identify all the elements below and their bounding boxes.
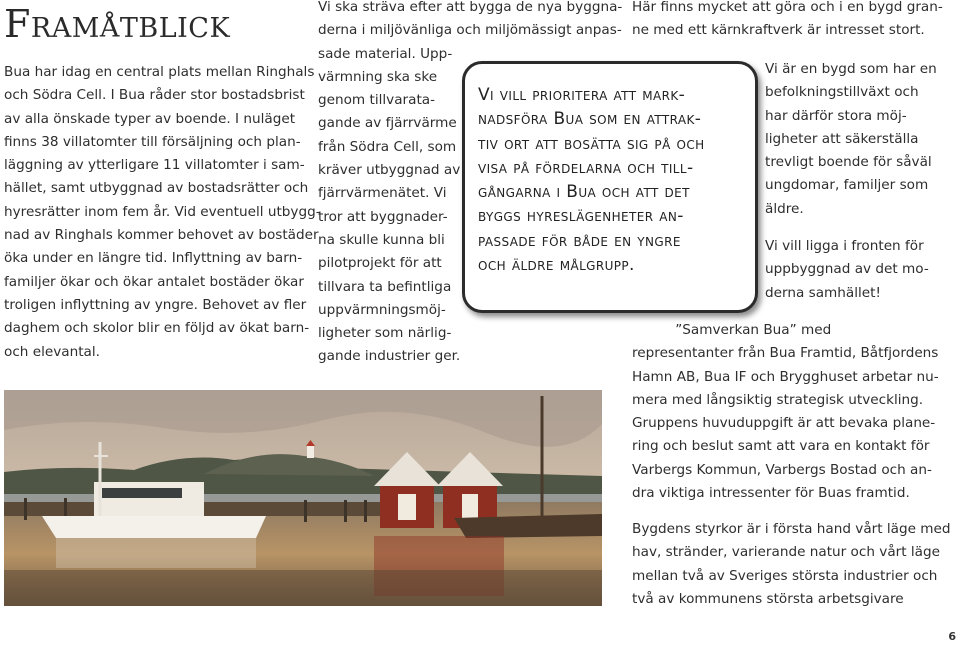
text-line: nad av Ringhals kommer behovet av bostäder: [4, 227, 319, 244]
page-title: Framåtblick: [4, 2, 231, 46]
text-line: Vi är en bygd som har en: [765, 61, 937, 77]
text-line: ligheter att säkerställa: [765, 130, 919, 147]
text-line: två av kommunens största arbetsgivare: [632, 590, 904, 607]
text-line: troligen inflyttning av yngre. Behovet av fler: [4, 296, 307, 313]
quote-line: och äldre målgrupp.: [478, 255, 635, 276]
text-column-housing: [4, 61, 321, 364]
text-line: dra viktiga intressenter för Buas framtid.: [632, 485, 910, 502]
text-column-intro: [632, 0, 943, 43]
quote-line: gångarna i Bua och att det: [478, 182, 690, 203]
page-number: 6: [948, 630, 956, 643]
quote-line: nadsföra Bua som en attrak-: [478, 109, 702, 130]
text-line: sade material. Upp-: [318, 45, 453, 62]
text-line: Vi ska sträva efter att bygga de nya byggna-: [318, 0, 623, 15]
text-line: familjer ökar och ökar antalet bostäder ökar: [4, 273, 304, 290]
text-line: ring och beslut samt att vara en kontakt för: [632, 438, 930, 455]
text-line: fjärrvärmenätet. Vi: [318, 185, 447, 202]
text-line: befolkningstillväxt och: [765, 84, 919, 101]
quote-line: passade för både en yngre: [478, 230, 681, 251]
text-line: uppvärmningsmöj-: [318, 301, 446, 318]
text-line: Varbergs Kommun, Varbergs Bostad och an-: [632, 461, 932, 478]
text-column-growth: [765, 58, 937, 305]
text-line: har därför stora möj-: [765, 107, 907, 124]
text-line: äldre.: [765, 200, 804, 217]
text-line: från Södra Cell, som: [318, 138, 457, 155]
text-line: hav, stränder, varierande natur och vårt läge: [632, 544, 940, 561]
text-line: gande industrier ger.: [318, 348, 461, 365]
text-line: pilotprojekt för att: [318, 255, 442, 272]
text-line: ne med ett kärnkraftverk är intresset stort.: [632, 22, 925, 39]
text-line: Gruppens huvuduppgift är att bevaka plane-: [632, 415, 936, 432]
text-line: hället, samt utbyggnad av bostadsrätter och: [4, 180, 309, 197]
text-line: trevligt boende för såväl: [765, 154, 932, 171]
text-line: Här finns mycket att göra och i en bygd gran-: [632, 0, 943, 15]
text-line: tror att byggnader-: [318, 208, 448, 225]
quote-line: Vi vill prioritera att mark-: [478, 85, 686, 105]
paragraph-gap: [765, 221, 937, 235]
text-line: genom tillvarata-: [318, 92, 436, 109]
text-line: Hamn AB, Bua IF och Brygghuset arbetar nu-: [632, 368, 939, 385]
text-line: öka under en längre tid. Inflyttning av barn-: [4, 250, 303, 267]
text-line: Bua har idag en central plats mellan Ringhals: [4, 64, 315, 80]
text-line: uppbyggnad av det mo-: [765, 261, 929, 278]
text-line: mellan två av Sveriges största industrier och: [632, 567, 938, 584]
text-line: av alla önskade typer av boende. I nuläget: [4, 110, 296, 127]
text-line: derna samhället!: [765, 284, 881, 301]
quote-line: byggs hyreslägenheter an-: [478, 206, 684, 227]
quote-line: tiv ort att bosätta sig på och: [478, 133, 705, 154]
text-line: mera med långsiktig strategisk utveckling.: [632, 391, 924, 408]
text-line: värmning ska ske: [318, 68, 438, 85]
text-line: ”Samverkan Bua” med: [632, 322, 832, 338]
harbor-photo: [4, 390, 602, 606]
text-line: Bygdens styrkor är i första hand vårt läge med: [632, 521, 951, 537]
text-column-strengths: [632, 518, 951, 611]
text-line: Vi vill ligga i fronten för: [765, 238, 924, 255]
text-line: daghem och skolor blir en följd av ökat barn-: [4, 320, 310, 337]
text-line: kräver utbyggnad av: [318, 162, 461, 179]
pull-quote: [478, 83, 705, 277]
text-line: ligheter som närlig-: [318, 325, 452, 342]
text-line: na skulle kunna bli: [318, 231, 445, 248]
text-line: finns 38 villatomter till försäljning och plan-: [4, 133, 301, 150]
text-line: gande av fjärrvärme: [318, 115, 457, 132]
text-line: representanter från Bua Framtid, Båtfjordens: [632, 345, 939, 362]
text-line: derna i miljövänliga och miljömässigt anpas-: [318, 22, 622, 39]
text-line: läggning av ytterligare 11 villatomter i sam-: [4, 157, 305, 174]
text-line: tillvara ta befintliga: [318, 278, 452, 295]
text-line: ungdomar, familjer som: [765, 177, 929, 194]
text-line: och Södra Cell. I Bua råder stor bostadsbrist: [4, 87, 305, 104]
text-line: och elevantal.: [4, 343, 100, 360]
text-column-cooperation: [632, 319, 939, 505]
quote-line: visa på fördelarna och till-: [478, 157, 694, 178]
text-line: hyresrätter inom fem år. Vid eventuell utbygg-: [4, 203, 321, 220]
